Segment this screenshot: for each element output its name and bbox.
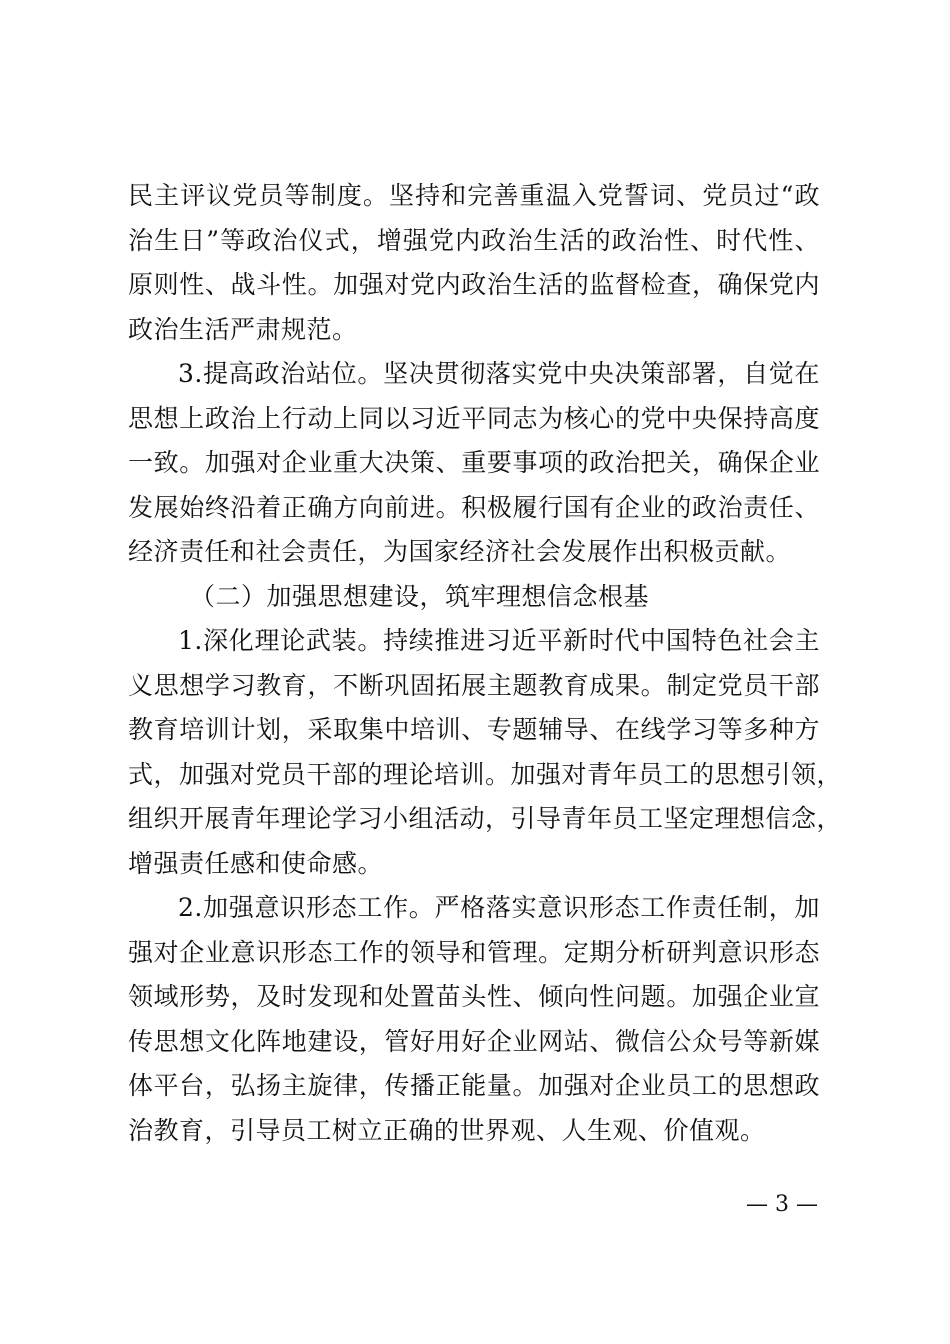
- text-line: 政治生活严肃规范。: [128, 314, 358, 344]
- paragraph-start-line: 1.深化理论武装。持续推进习近平新时代中国特色社会主: [178, 626, 820, 655]
- text-line: 治教育，引导员工树立正确的世界观、人生观、价值观。: [128, 1115, 766, 1145]
- text-line: 一致。加强对企业重大决策、重要事项的政治把关，确保企业: [128, 448, 820, 477]
- text-line: 义思想学习教育，不断巩固拓展主题教育成果。制定党员干部: [128, 670, 820, 700]
- text-line: 增强责任感和使命感。: [128, 848, 384, 878]
- text-line: 经济责任和社会责任，为国家经济社会发展作出积极贡献。: [128, 537, 792, 566]
- text-line: 民主评议党员等制度。坚持和完善重温入党誓词、党员过“政: [128, 181, 820, 210]
- text-line: 体平台，弘扬主旋律，传播正能量。加强对企业员工的思想政: [128, 1071, 820, 1100]
- text-line: 强对企业意识形态工作的领导和管理。定期分析研判意识形态: [128, 937, 820, 967]
- text-line: 治生日”等政治仪式，增强党内政治生活的政治性、时代性、: [128, 225, 820, 255]
- paragraph-start-line: 3.提高政治站位。坚决贯彻落实党中央决策部署，自觉在: [178, 359, 820, 388]
- text-line: 组织开展青年理论学习小组活动，引导青年员工坚定理想信念，: [128, 804, 843, 833]
- section-heading: （二）加强思想建设，筑牢理想信念根基: [190, 581, 650, 611]
- text-line: 领域形势，及时发现和处置苗头性、倾向性问题。加强企业宣: [128, 982, 820, 1011]
- text-line: 思想上政治上行动上同以习近平同志为核心的党中央保持高度: [128, 403, 820, 433]
- text-line: 传思想文化阵地建设，管好用好企业网站、微信公众号等新媒: [128, 1026, 820, 1056]
- text-line: 式，加强对党员干部的理论培训。加强对青年员工的思想引领，: [128, 759, 843, 789]
- page-number: — 3 —: [746, 1192, 818, 1217]
- paragraph-start-line: 2.加强意识形态工作。严格落实意识形态工作责任制，加: [178, 893, 820, 922]
- text-line: 教育培训计划，采取集中培训、专题辅导、在线学习等多种方: [128, 715, 820, 744]
- text-line: 发展始终沿着正确方向前进。积极履行国有企业的政治责任、: [128, 492, 820, 522]
- body-text: [128, 174, 843, 1153]
- text-line: 原则性、战斗性。加强对党内政治生活的监督检查，确保党内: [128, 270, 820, 299]
